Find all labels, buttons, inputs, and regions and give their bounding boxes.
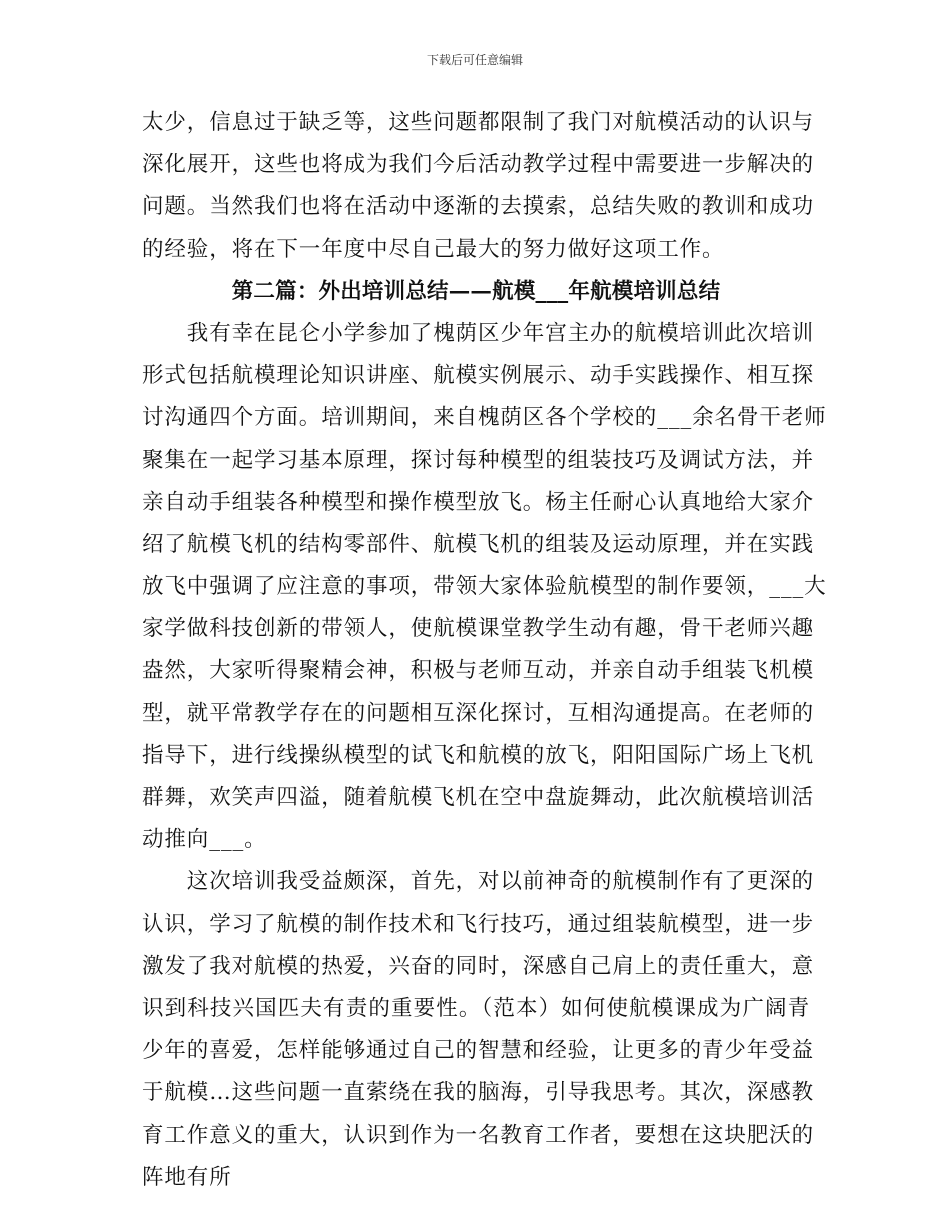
text-line: 我有幸在昆仑小学参加了槐荫区少年宫主办的航模培训此次培训	[142, 320, 815, 346]
text-line: 绍了航模飞机的结构零部件、航模飞机的组装及运动原理，并在实践	[142, 531, 815, 557]
text-line: 问题。当然我们也将在活动中逐渐的去摸索，总结失败的教训和成功	[142, 194, 815, 220]
text-line: 群舞，欢笑声四溢，随着航模飞机在空中盘旋舞动，此次航模培训活	[142, 785, 815, 810]
document-body	[142, 102, 827, 1199]
text-line: 激发了我对航模的热爱，兴奋的同时，深感自己肩上的责任重大，意	[142, 953, 815, 979]
text-line: 讨沟通四个方面。培训期间，来自槐荫区各个学校的___余名骨干老师	[142, 405, 827, 431]
text-line: 育工作意义的重大，认识到作为一名教育工作者，要想在这块肥沃的	[142, 1122, 815, 1148]
paragraph-continued	[142, 102, 815, 271]
text-line: 盎然，大家听得聚精会神，积极与老师互动，并亲自动手组装飞机模	[142, 658, 815, 684]
text-line: 聚集在一起学习基本原理，探讨每种模型的组装技巧及调试方法，并	[142, 447, 815, 473]
paragraph-reflection	[142, 861, 815, 1199]
text-line: 阵地有所	[142, 1164, 232, 1190]
text-line: 家学做科技创新的带领人，使航模课堂教学生动有趣，骨干老师兴趣	[142, 616, 815, 642]
text-line: 太少，信息过于缺乏等，这些问题都限制了我门对航模活动的认识与	[142, 110, 815, 135]
text-line: 亲自动手组装各种模型和操作模型放飞。杨主任耐心认真地给大家介	[142, 489, 815, 515]
text-line: 于航模…这些问题一直萦绕在我的脑海，引导我思考。其次，深感教	[142, 1080, 815, 1106]
section-title: 第二篇：外出培训总结——航模___年航模培训总结	[231, 278, 721, 304]
text-line: 指导下，进行线操纵模型的试飞和航模的放飞，阳阳国际广场上飞机	[142, 742, 815, 768]
text-line: 少年的喜爱，怎样能够通过自己的智慧和经验，让更多的青少年受益	[142, 1038, 815, 1064]
text-line: 的经验，将在下一年度中尽自己最大的努力做好这项工作。	[142, 236, 725, 262]
paragraph-training-description	[142, 313, 827, 861]
text-line: 形式包括航模理论知识讲座、航模实例展示、动手实践操作、相互探	[142, 363, 815, 389]
text-line: 这次培训我受益颇深，首先，对以前神奇的航模制作有了更深的	[142, 869, 815, 895]
text-line: 识到科技兴国匹夫有责的重要性。（范本）如何使航模课成为广阔青	[142, 995, 810, 1021]
text-line: 放飞中强调了应注意的事项，带领大家体验航模型的制作要领，___大	[142, 574, 827, 600]
text-line: 深化展开，这些也将成为我们今后活动教学过程中需要进一步解决的	[142, 152, 815, 178]
text-line: 型，就平常教学存在的问题相互深化探讨，互相沟通提高。在老师的	[142, 700, 815, 726]
text-line: 认识，学习了航模的制作技术和飞行技巧，通过组装航模型，进一步	[142, 911, 815, 937]
text-line: 动推向___。	[142, 827, 267, 853]
page-header-note: 下载后可任意编辑	[426, 53, 523, 67]
